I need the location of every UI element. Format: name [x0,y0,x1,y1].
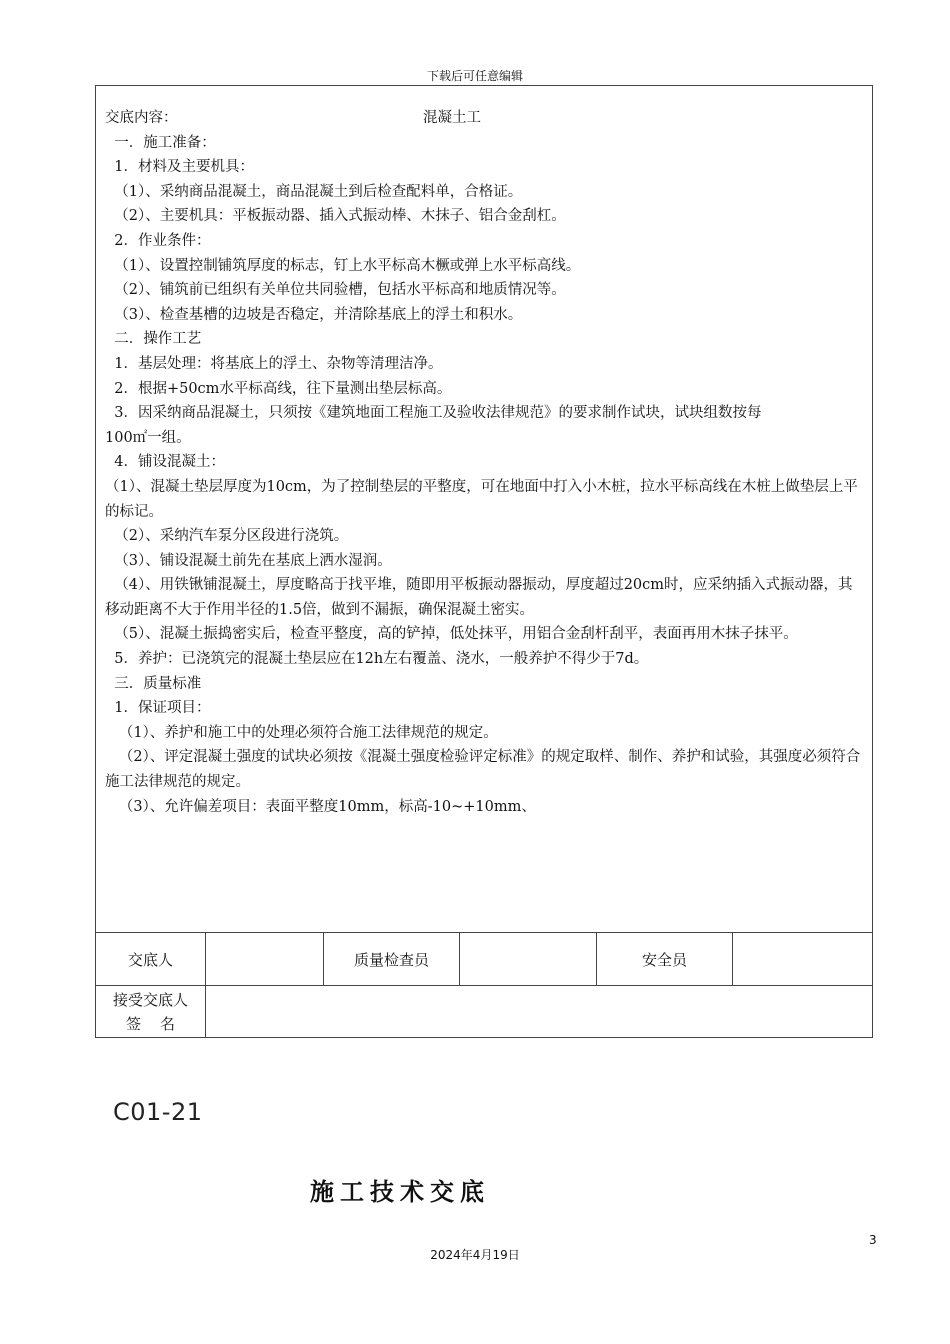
footer-date: 2024年4月19日 [430,1248,520,1262]
content-line: （3）、允许偏差项目：表面平整度10mm，标高-10~+10mm、 [105,798,536,815]
content-label: 交底内容： [105,110,178,126]
content-line: 三．质量标准 [105,675,202,692]
content-line: （2）、采纳汽车泵分区段进行浇筑。 [105,528,349,545]
safety-officer-label: 安全员 [597,933,733,986]
safety-officer-field[interactable] [733,933,873,986]
receiver-label-line2: 签 名 [125,1015,176,1033]
content-line: 3．因采纳商品混凝土，只须按《建筑地面工程施工及验收法律规范》的要求制作试块，试块组数按每 [105,405,762,422]
disclosure-content [105,106,864,819]
presenter-field[interactable] [206,933,324,986]
content-line: 1．保证项目： [105,700,211,717]
form-code: C01-21 [113,1098,203,1126]
content-line: （2）、评定混凝土强度的试块必须按《混凝土强度检验评定标准》的规定取样、制作、养护和试验，其强度必须符合施工法律规范的规定。 [105,749,861,791]
signature-row [96,933,872,986]
content-line: 100㎡一组。 [105,429,191,446]
content-line: （1）、养护和施工中的处理必须符合施工法律规范的规定。 [105,724,498,741]
signature-table [96,932,872,1038]
page-number: 3 [869,1233,877,1247]
content-line: （3）、铺设混凝土前先在基底上洒水湿润。 [105,552,392,569]
content-line: 4．铺设混凝土： [105,454,225,471]
subject-title: 混凝土工 [423,110,481,126]
receiver-label [96,986,206,1039]
content-line: 2．根据+50cm水平标高线，往下量测出垫层标高。 [105,380,452,397]
content-line: 1．基层处理：将基底上的浮土、杂物等清理洁净。 [105,355,443,372]
content-line: 5．养护：已浇筑完的混凝土垫层应在12h左右覆盖、浇水，一般养护不得少于7d。 [105,651,649,668]
content-line: 1．材料及主要机具： [105,159,254,176]
content-line: （5）、混凝土振捣密实后，检查平整度，高的铲掉，低处抹平，用铝合金刮杆刮平，表面再用木抹子抹平。 [105,626,798,643]
content-line: （2）、主要机具：平板振动器、插入式振动棒、木抹子、铝合金刮杠。 [105,208,566,225]
content-line: （1）、混凝土垫层厚度为10cm，为了控制垫层的平整度，可在地面中打入小木桩，拉水平标高线在木桩上做垫层上平的标记。 [105,478,858,520]
receiver-signature-field[interactable] [206,986,873,1039]
receiver-label-line1: 接受交底人 [112,991,188,1009]
header-note: 下载后可任意编辑 [426,69,523,83]
content-line: （3）、检查基槽的边坡是否稳定，并清除基底上的浮土和积水。 [105,306,523,323]
content-lines [105,131,864,820]
content-line: （4）、用铁锹铺混凝土，厚度略高于找平堆，随即用平板振动器振动，厚度超过20cm时，应采纳插入式振动器，其移动距离不大于作用半径的1.5倍，做到不漏振，确保混凝土密实。 [105,577,853,618]
inspector-field[interactable] [460,933,597,986]
content-line: 2．作业条件： [105,232,211,249]
content-line: 二．操作工艺 [105,331,202,348]
content-line: 一．施工准备： [105,134,216,151]
receiver-row [96,986,872,1039]
presenter-label: 交底人 [96,933,206,986]
document-title: 施工技术交底 [310,1178,490,1206]
content-line: （2）、铺筑前已组织有关单位共同验槽，包括水平标高和地质情况等。 [105,282,566,299]
content-line: （1）、设置控制铺筑厚度的标志，钉上水平标高木橛或弹上水平标高线。 [105,257,581,274]
content-header-row [105,106,864,131]
content-line: （1）、采纳商品混凝土，商品混凝土到后检查配料单，合格证。 [105,183,523,200]
disclosure-form [95,85,873,1038]
inspector-label: 质量检查员 [324,933,460,986]
